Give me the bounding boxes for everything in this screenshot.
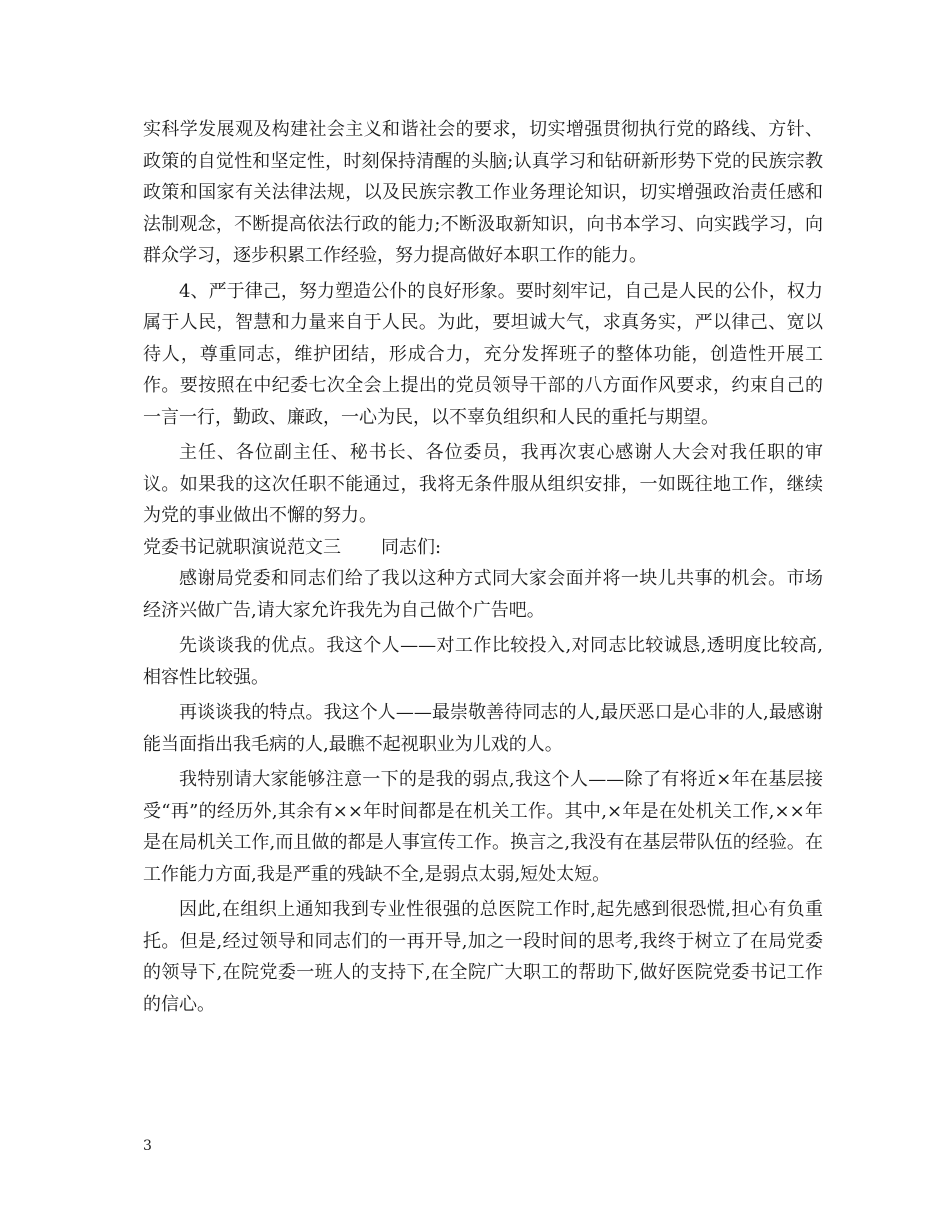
document-body — [143, 114, 823, 1020]
speech-paragraph-weaknesses: 我特别请大家能够注意一下的是我的弱点,我这个人——除了有将近×年在基层接受“再”的经历外,其余有××年时间都是在机关工作。其中,×年是在处机关工作,××年是在局机关工作,而且做的都是人事宣传工作。换言之,我没有在基层带队伍的经验。在工作能力方面,我是严重的残缺不全,是弱点太弱,短处太短。 — [143, 769, 823, 885]
speech-paragraph-confidence: 因此,在组织上通知我到专业性很强的总医院工作时,起先感到很恐慌,担心有负重托。但是,经过领导和同志们的一再开导,加之一段时间的思考,我终于树立了在局党委的领导下,在院党委一班人的支持下,在全院广大职工的帮助下,做好医院党委书记工作的信心。 — [143, 899, 823, 1015]
paragraph-continuation: 实科学发展观及构建社会主义和谐社会的要求，切实增强贯彻执行党的路线、方针、政策的自觉性和坚定性，时刻保持清醒的头脑;认真学习和钻研新形势下党的民族宗教政策和国家有关法律法规，以及民族宗教工作业务理论知识，切实增强政治责任感和法制观念，不断提高依法行政的能力;不断汲取新知识，向书本学习、向实践学习，向群众学习，逐步积累工作经验，努力提高做好本职工作的能力。 — [143, 119, 823, 266]
section-salutation: 同志们: — [381, 536, 442, 558]
section-heading — [143, 532, 823, 564]
section-title: 党委书记就职演说范文三 — [143, 536, 341, 558]
speech-paragraph-strengths: 先谈谈我的优点。我这个人——对工作比较投入,对同志比较诚恳,透明度比较高,相容性比较强。 — [143, 635, 823, 688]
speech-paragraph-traits: 再谈谈我的特点。我这个人——最崇敬善待同志的人,最厌恶口是心非的人,最感谢能当面指出我毛病的人,最瞧不起视职业为儿戏的人。 — [143, 702, 823, 755]
page-number: 3 — [143, 1138, 152, 1154]
speech-paragraph-intro: 感谢局党委和同志们给了我以这种方式同大家会面并将一块儿共事的机会。市场经济兴做广告,请大家允许我先为自己做个广告吧。 — [143, 568, 823, 621]
paragraph-closing-thanks: 主任、各位副主任、秘书长、各位委员，我再次衷心感谢人大会对我任职的审议。如果我的这次任职不能通过，我将无条件服从组织安排，一如既往地工作，继续为党的事业做出不懈的努力。 — [143, 442, 823, 526]
paragraph-self-discipline: 4、严于律己，努力塑造公仆的良好形象。要时刻牢记，自己是人民的公仆，权力属于人民，智慧和力量来自于人民。为此，要坦诚大气，求真务实，严以律己、宽以待人，尊重同志，维护团结，形成合力，充分发挥班子的整体功能，创造性开展工作。要按照在中纪委七次全会上提出的党员领导干部的八方面作风要求，约束自己的一言一行，勤政、廉政，一心为民，以不辜负组织和人民的重托与期望。 — [143, 280, 823, 428]
